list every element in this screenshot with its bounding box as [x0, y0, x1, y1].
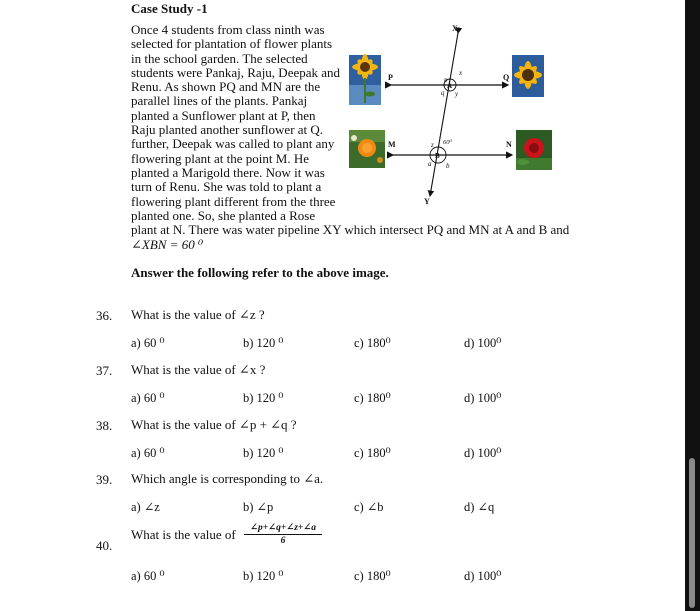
- story-line: planted a Marigold there. Now it was: [131, 164, 325, 180]
- option-c[interactable]: c) ∠b: [354, 500, 384, 514]
- label-angle-q: q: [441, 89, 445, 97]
- story-line: students were Pankaj, Raju, Deepak and: [131, 64, 341, 80]
- story-line: in the school garden. The selected: [131, 50, 308, 66]
- option-a[interactable]: a) 60 ⁰: [131, 569, 165, 583]
- question-text: Which angle is corresponding to ∠a.: [131, 471, 324, 486]
- option-c[interactable]: c) 180⁰: [354, 391, 391, 405]
- story-line: Raju planted another sunflower at Q.: [131, 122, 324, 138]
- case-study-title: Case Study -1: [131, 1, 208, 16]
- option-d[interactable]: d) 100⁰: [464, 391, 502, 405]
- option-d[interactable]: d) 100⁰: [464, 336, 502, 350]
- label-angle-x: x: [459, 69, 463, 77]
- story-line: flowering plant different from the three: [131, 193, 336, 209]
- option-b[interactable]: b) 120 ⁰: [243, 569, 284, 583]
- marigold-image-m: [349, 130, 385, 168]
- story-line: selected for plantation of flower plants: [131, 36, 333, 52]
- rose-image-n: [516, 130, 552, 170]
- option-b[interactable]: b) 120 ⁰: [243, 446, 284, 460]
- story-line: planted a Sunflower plant at P, then: [131, 107, 316, 123]
- option-c[interactable]: c) 180⁰: [354, 446, 391, 460]
- label-angle-b: b: [446, 162, 450, 170]
- label-angle-p: p: [444, 76, 448, 84]
- fraction-denominator: 6: [280, 536, 286, 546]
- story-line: further, Deepak was called to plant any: [131, 136, 335, 152]
- case-study-paragraph: [131, 23, 341, 223]
- question-text: What is the value of ∠z ?: [131, 307, 265, 322]
- instruction-text: Answer the following refer to the above image.: [131, 265, 389, 280]
- option-a[interactable]: a) 60 ⁰: [131, 446, 165, 460]
- label-angle-y: y: [455, 90, 459, 98]
- story-wide-line: plant at N. There was water pipeline XY which intersect PQ and MN at A and B and: [131, 222, 570, 237]
- parallel-lines-diagram: [340, 20, 560, 205]
- question-text: What is the value of: [131, 527, 236, 542]
- question-text: What is the value of ∠p + ∠q ?: [131, 417, 297, 432]
- label-b: B: [435, 152, 440, 160]
- option-a[interactable]: a) 60 ⁰: [131, 336, 165, 350]
- story-line: flowering plant at the point M. He: [131, 150, 309, 166]
- option-b[interactable]: b) ∠p: [243, 500, 274, 514]
- label-a: A: [447, 82, 453, 90]
- label-angle-z: z: [431, 141, 434, 149]
- story-line: planted one. So, she planted a Rose: [131, 207, 316, 223]
- story-line: Once 4 students from class ninth was: [131, 22, 325, 37]
- option-d[interactable]: d) 100⁰: [464, 446, 502, 460]
- question-number: 36.: [96, 308, 113, 323]
- question-text: What is the value of ∠x ?: [131, 362, 266, 377]
- story-line: Renu. As shown PQ and MN are the: [131, 79, 321, 95]
- label-angle-60: 60⁰: [443, 139, 453, 146]
- sunflower-image-p: [349, 54, 381, 105]
- story-line: turn of Renu. She was told to plant a: [131, 179, 322, 195]
- scrollbar-thumb[interactable]: [689, 458, 695, 608]
- option-a[interactable]: a) ∠z: [131, 500, 160, 514]
- option-b[interactable]: b) 120 ⁰: [243, 391, 284, 405]
- question-number: 38.: [96, 418, 113, 433]
- angle-sum-fraction: [244, 522, 322, 546]
- label-x: X: [452, 24, 458, 33]
- option-c[interactable]: c) 180⁰: [354, 569, 391, 583]
- label-y: Y: [424, 197, 430, 205]
- label-m: M: [388, 140, 396, 149]
- fraction-numerator: ∠p+∠q+∠z+∠a: [244, 522, 322, 535]
- option-b[interactable]: b) 120 ⁰: [243, 336, 284, 350]
- story-line: parallel lines of the plants. Pankaj: [131, 93, 308, 109]
- label-q: Q: [503, 73, 510, 82]
- option-d[interactable]: d) 100⁰: [464, 569, 502, 583]
- option-c[interactable]: c) 180⁰: [354, 336, 391, 350]
- label-angle-a: a: [428, 160, 432, 168]
- option-a[interactable]: a) 60 ⁰: [131, 391, 165, 405]
- question-number: 40.: [96, 538, 113, 553]
- label-p: P: [388, 73, 393, 82]
- sunflower-image-q: [512, 55, 544, 97]
- label-n: N: [506, 140, 512, 149]
- question-number: 37.: [96, 363, 113, 378]
- question-number: 39.: [96, 472, 113, 487]
- line-xy: [430, 33, 458, 196]
- story-angle-line: ∠XBN = 60 ⁰: [131, 237, 204, 252]
- option-d[interactable]: d) ∠q: [464, 500, 495, 514]
